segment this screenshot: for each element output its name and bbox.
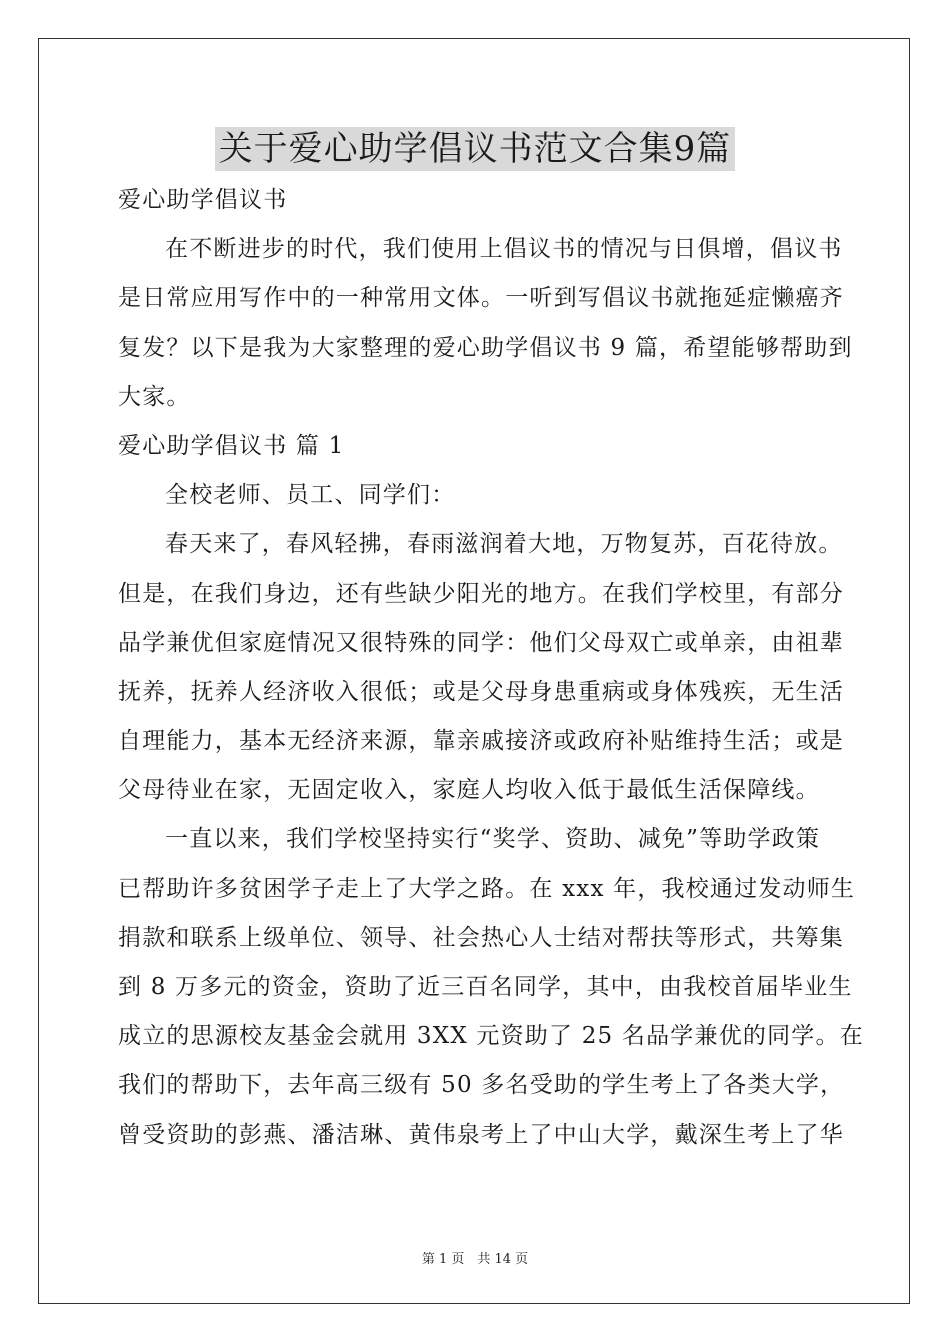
text-line: 是日常应用写作中的一种常用文体。一听到写倡议书就拖延症懒癌齐 — [118, 285, 844, 312]
text-line: 品学兼优但家庭情况又很特殊的同学：他们父母双亡或单亲，由祖辈 — [118, 629, 844, 656]
text-line: 成立的思源校友基金会就用 3XX 元资助了 25 名品学兼优的同学。在 — [118, 1023, 864, 1050]
text-line: 捐款和联系上级单位、领导、社会热心人士结对帮扶等形式，共筹集 — [118, 924, 844, 951]
text-line: 全校老师、员工、同学们： — [165, 482, 456, 509]
text-line: 在不断进步的时代，我们使用上倡议书的情况与日俱增，倡议书 — [165, 236, 843, 263]
text-line: 春天来了，春风轻拂，春雨滋润着大地，万物复苏，百花待放。 — [165, 531, 843, 558]
text-line: 曾受资助的彭燕、潘洁琳、黄伟泉考上了中山大学，戴深生考上了华 — [118, 1121, 844, 1148]
text-line: 已帮助许多贫困学子走上了大学之路。在 xxx 年，我校通过发动师生 — [118, 875, 856, 902]
text-line: 爱心助学倡议书 篇 1 — [118, 432, 345, 459]
document-body — [118, 176, 864, 1160]
text-line: 自理能力，基本无经济来源，靠亲戚接济或政府补贴维持生活；或是 — [118, 728, 844, 755]
text-line: 父母待业在家，无固定收入，家庭人均收入低于最低生活保障线。 — [118, 777, 820, 804]
text-line: 复发？以下是我为大家整理的爱心助学倡议书 9 篇，希望能够帮助到 — [118, 334, 853, 361]
text-line: 抚养，抚养人经济收入很低；或是父母身患重病或身体残疾，无生活 — [118, 678, 844, 705]
text-line: 一直以来，我们学校坚持实行“奖学、资助、减免”等助学政策 — [165, 826, 821, 853]
text-line: 我们的帮助下，去年高三级有 50 多名受助的学生考上了各类大学， — [118, 1072, 845, 1099]
page-footer: 第 1 页 共 14 页 — [421, 1252, 529, 1267]
text-line: 到 8 万多元的资金，资助了近三百名同学，其中，由我校首届毕业生 — [118, 974, 853, 1000]
document-title: 关于爱心助学倡议书范文合集9篇 — [215, 127, 736, 171]
text-line: 大家。 — [118, 383, 191, 410]
title-container — [0, 127, 950, 171]
text-line: 但是，在我们身边，还有些缺少阳光的地方。在我们学校里，有部分 — [118, 580, 844, 607]
text-line: 爱心助学倡议书 — [118, 187, 288, 213]
